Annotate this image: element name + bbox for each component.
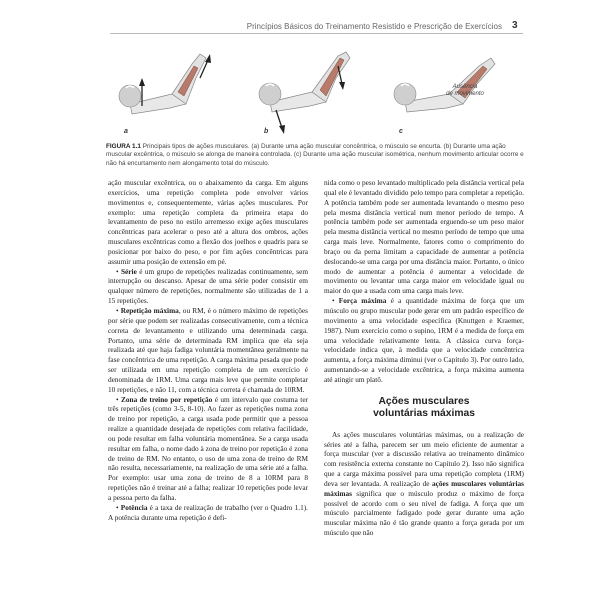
- panel-letter-c: c: [399, 128, 403, 135]
- caption-text: Principais tipos de ações musculares. (a) Durante uma ação muscular concêntrica, o músculo se encurta. (b) Durante uma ação muscular excêntrica, o músculo se alonga de maneira controlada. (c) Durante uma ação muscular isométrica, nenhum movimento articular ocorre e não há encurtamento nem alongamento total do músculo.: [106, 143, 524, 167]
- bullet-potencia: • Potência é a taxa de realização de trabalho (ver o Quadro 1.1). A potência durante uma repetição é defi-: [108, 502, 308, 522]
- eccentric-arm-illustration: [252, 44, 387, 140]
- term-repeticao-maxima: Repetição máxima: [120, 305, 179, 315]
- figure-caption: [106, 143, 528, 168]
- panel-c-note: Ausência de movimento: [446, 84, 484, 97]
- bullet-repeticao-maxima: • Repetição máxima, ou RM, é o número máximo de repetições por série que podem ser realizadas consecutivamente, com a técnica correta de levantamento e utilizando uma determinada carga. Portanto, uma série de determinada RM implica que ela seja realizada até que haja fadiga voluntária momentânea geralmente na fase concêntrica de uma repetição. A carga máxima pesada que pode ser utilizada em uma repetição completa de um exercício é denominada de 1RM. Uma carga mais leve que permite completar 10 repetições, e não 11, com a técnica correta é chamada de 10RM.: [108, 305, 308, 394]
- section-heading: Ações musculares voluntárias máximas: [373, 395, 475, 420]
- bullet-forca-maxima: • Força máxima é a quantidade máxima de força que um músculo ou grupo muscular pode gerar em um padrão específico de movimento a uma velocidade específica (Knuttgen e Kraemer, 1987). Num exercício como o supino, 1RM é a medida de força em uma velocidade relativamente lenta. A clássica curva força-velocidade indica que, à medida que a velocidade concêntrica aumenta, a força máxima diminui (ver o Capítulo 3). Por outro lado, aumentando-se a velocidade excêntrica, a força máxima aumenta até atingir um platô.: [324, 296, 525, 384]
- page-number: 3: [512, 20, 518, 31]
- term-zona-treino: Zona de treino por repetição: [121, 394, 213, 404]
- header-rule: [110, 33, 523, 34]
- term-acoes-voluntarias-maximas: ações musculares voluntárias máximas: [324, 478, 524, 498]
- figure-1-1: [112, 44, 522, 140]
- figure-panel-c: [387, 44, 522, 140]
- right-intro-paragraph: nida como o peso levantado multiplicado pela distância vertical pela qual ele é levantado dividido pelo tempo para completar a repetição. A potência também pode ser aumentada levantando o mesmo peso pela mesma distância vertical num menor período de tempo. A potência também pode ser aumentada erguendo-se um peso maior pela mesma distância vertical no mesmo período de tempo que uma carga mais leve. Normalmente, fatores como o comprimento do braço ou da perna limitam a capacidade de aumentar a potência deslocando-se uma carga por uma distância maior. Portanto, o único modo de aumentar a potência é aumentar a velocidade de movimento ou levantar uma carga maior em velocidade igual ou maior do que a usada com uma carga mais leve.: [324, 178, 524, 296]
- running-header: Princípios Básicos do Treinamento Resistido e Prescrição de Exercícios: [246, 22, 502, 31]
- concentric-arm-illustration: [112, 44, 247, 140]
- panel-letter-a: a: [124, 128, 128, 135]
- left-intro-paragraph: ação muscular excêntrica, ou o abaixamento da carga. Em alguns exercícios, uma repetição completa pode envolver vários movimentos e, consequentemente, várias ações musculares. Por exemplo: uma repetição completa da primeira etapa do levantamento de peso no estilo arremesso exige ações musculares concêntricas para acelerar o peso até a altura dos ombros, ações musculares excêntricas como a flexão dos joelhos e quadris para se posicionar por baixo do peso, e por fim ações concêntricas para assumir uma posição de extensão em pé.: [108, 178, 308, 266]
- caption-label: FIGURA 1.1: [106, 143, 141, 150]
- term-forca-maxima: Força máxima: [338, 296, 387, 306]
- left-column: [108, 178, 308, 523]
- figure-panel-a: [112, 44, 247, 140]
- right-column: [324, 178, 524, 538]
- term-potencia: Potência: [120, 502, 148, 512]
- term-serie: Série: [121, 266, 137, 276]
- section-paragraph: As ações musculares voluntárias máximas, ou a realização de séries até a falha, parecem ser um meio eficiente de aumentar a força muscular (ver a discussão relativa ao treinamento dinâmico com resistência externa constante no Capítulo 2). Isso não significa que a carga máxima possível para uma repetição completa (1RM) deva ser levantada. A realização de ações musculares voluntárias máximas significa que o músculo produz o máximo de força possível de acordo com o seu nível de fadiga. A força que um músculo parcialmente fadigado pode gerar durante uma ação muscular máxima não é tão grande quanto a força gerada por um músculo que não: [324, 429, 524, 538]
- panel-letter-b: b: [264, 128, 269, 135]
- bullet-zona-treino: • Zona de treino por repetição é um intervalo que costuma ter três repetições (como 3-5, 8-10). Ao fazer as repetições numa zona de treino por repetição, a carga usada pode permitir que a pessoa realize a quantidade desejada de repetições com relativa facilidade, ou pode resultar em falha voluntária momentânea. Se a carga usada resultar em falha, o nome dado à zona de treino por repetição é zona de treino de RM. No entanto, o uso de uma zona de treino de RM não resulta, necessariamente, na realização de uma série até a falha. Por exemplo: usar uma zona de treino de 8 a 10RM para 8 repetições não é treinar até a falha; realizar 10 repetições pode levar a pessoa perto da falha.: [108, 394, 308, 502]
- figure-panel-b: [252, 44, 387, 140]
- bullet-serie: • Série é um grupo de repetições realizadas continuamente, sem interrupção ou descanso. Apesar de uma série poder consistir em qualquer número de repetições, normalmente são utilizadas de 1 a 15 repetições.: [108, 266, 309, 306]
